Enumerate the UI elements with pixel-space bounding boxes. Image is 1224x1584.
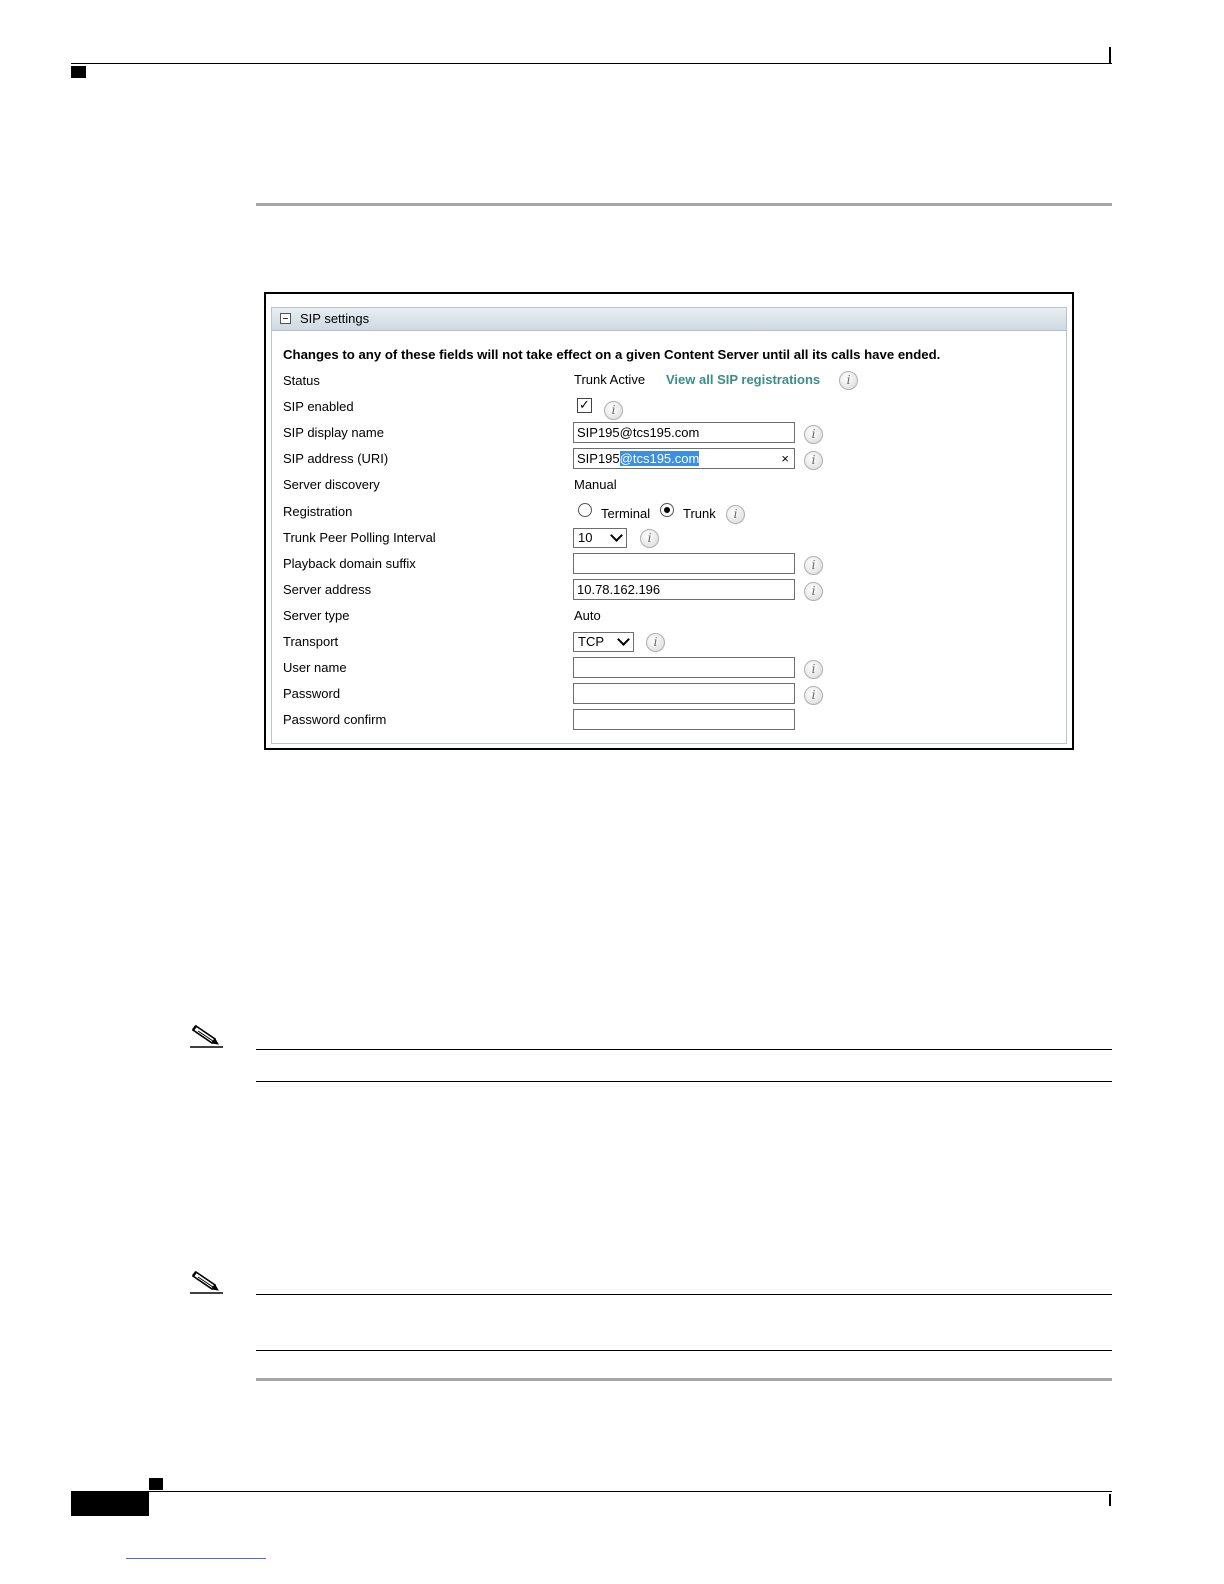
sip-address-input[interactable] — [573, 448, 795, 469]
notice-text: Changes to any of these fields will not take effect on a given Content Server until all its calls have ended. — [283, 347, 941, 362]
info-icon[interactable]: i — [804, 556, 823, 575]
sip-address-label: SIP address (URI) — [283, 451, 389, 466]
server-address-input[interactable]: 10.78.162.196 — [573, 579, 795, 600]
registration-label: Registration — [283, 504, 353, 519]
note-rule-top — [256, 1294, 1112, 1295]
panel-header[interactable] — [272, 308, 1066, 331]
footer-rule — [71, 1491, 1112, 1492]
sip-display-name-label: SIP display name — [283, 425, 384, 440]
sip-settings-screenshot — [264, 292, 1074, 750]
transport-value: TCP — [578, 634, 604, 649]
header-rule — [71, 63, 1112, 64]
server-discovery-value: Manual — [574, 477, 617, 492]
info-icon[interactable]: i — [804, 686, 823, 705]
password-confirm-input[interactable] — [573, 709, 795, 730]
server-address-label: Server address — [283, 582, 372, 597]
footer-marker-small — [149, 1478, 163, 1490]
registration-trunk-radio[interactable] — [660, 503, 674, 517]
polling-interval-select[interactable] — [573, 528, 627, 548]
header-rule-tick — [1109, 47, 1111, 64]
footer-rule-tick — [1109, 1494, 1111, 1506]
info-icon[interactable]: i — [804, 582, 823, 601]
info-icon[interactable]: i — [726, 505, 745, 524]
info-icon[interactable]: i — [804, 451, 823, 470]
step-rule-bottom — [256, 1378, 1112, 1381]
view-sip-registrations-link[interactable]: View all SIP registrations — [666, 372, 821, 387]
chevron-down-icon — [617, 633, 630, 646]
chevron-down-icon — [610, 529, 623, 542]
info-icon[interactable]: i — [804, 660, 823, 679]
note-pencil-icon — [190, 1268, 224, 1294]
clear-icon[interactable]: × — [781, 451, 789, 466]
sip-enabled-label: SIP enabled — [283, 399, 354, 414]
server-discovery-label: Server discovery — [283, 477, 380, 492]
password-confirm-label: Password confirm — [283, 712, 387, 727]
info-icon[interactable]: i — [640, 529, 659, 548]
header-marker — [71, 66, 86, 78]
panel-title: SIP settings — [300, 311, 370, 326]
sip-settings-panel — [271, 307, 1067, 744]
polling-interval-value: 10 — [578, 530, 593, 545]
registration-terminal-label: Terminal — [601, 506, 651, 521]
server-type-label: Server type — [283, 608, 350, 623]
info-icon[interactable]: i — [646, 633, 665, 652]
polling-interval-label: Trunk Peer Polling Interval — [283, 530, 436, 545]
playback-domain-label: Playback domain suffix — [283, 556, 416, 571]
sip-enabled-checkbox[interactable]: ✓ — [577, 398, 592, 413]
playback-domain-input[interactable] — [573, 553, 795, 574]
password-input[interactable] — [573, 683, 795, 704]
transport-select[interactable] — [573, 632, 634, 652]
note-rule-bottom — [256, 1350, 1112, 1351]
note-pencil-icon — [190, 1022, 224, 1048]
password-label: Password — [283, 686, 341, 701]
user-name-label: User name — [283, 660, 347, 675]
footer-link-underline[interactable] — [126, 1558, 266, 1559]
registration-terminal-radio[interactable] — [578, 503, 592, 517]
sip-address-text: SIP195 — [577, 451, 620, 466]
info-icon[interactable]: i — [604, 401, 623, 420]
sip-display-name-input[interactable]: SIP195@tcs195.com — [573, 422, 795, 443]
collapse-icon[interactable] — [280, 313, 291, 324]
status-value: Trunk Active — [574, 372, 646, 387]
registration-trunk-label: Trunk — [683, 506, 716, 521]
transport-label: Transport — [283, 634, 339, 649]
status-label: Status — [283, 373, 320, 388]
info-icon[interactable]: i — [804, 425, 823, 444]
footer-page-block — [71, 1491, 149, 1516]
server-type-value: Auto — [574, 608, 601, 623]
step-rule-top — [256, 203, 1112, 206]
user-name-input[interactable] — [573, 657, 795, 678]
note-rule-top — [256, 1049, 1112, 1050]
note-rule-bottom — [256, 1081, 1112, 1082]
sip-address-selected-text: @tcs195.com — [619, 451, 700, 466]
info-icon[interactable]: i — [839, 371, 858, 390]
